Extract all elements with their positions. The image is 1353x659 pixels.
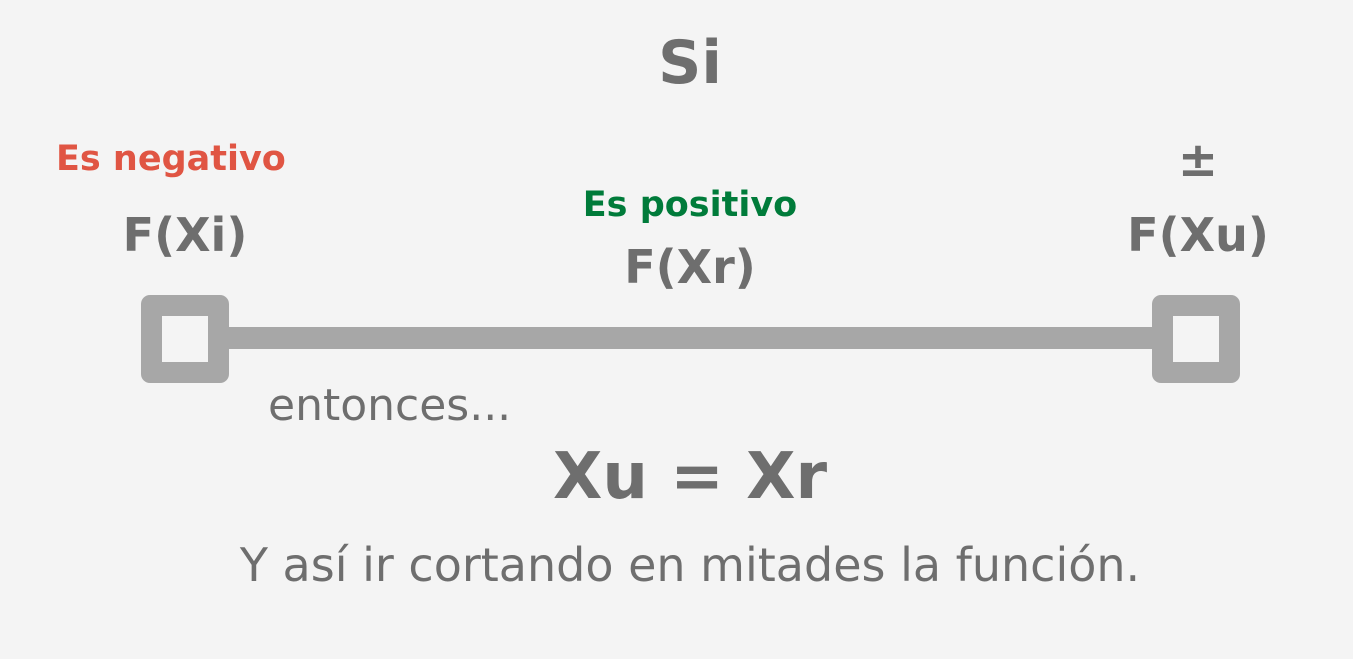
- negative-label: Es negativo: [56, 139, 286, 179]
- right-endpoint-square-icon: [1152, 295, 1240, 383]
- positive-label: Es positivo: [582, 185, 798, 225]
- conclusion-text: Y así ir cortando en mitades la función.: [239, 538, 1141, 592]
- plus-minus-sign: ±: [1177, 132, 1219, 188]
- fxr-label: F(Xr): [624, 240, 756, 294]
- left-endpoint-square-icon: [141, 295, 229, 383]
- title: Si: [658, 28, 722, 98]
- then-text: entonces...: [268, 380, 512, 431]
- formula: Xu = Xr: [553, 440, 827, 514]
- fxu-label: F(Xu): [1127, 208, 1269, 262]
- fxi-label: F(Xi): [122, 208, 248, 262]
- interval-line: [220, 327, 1160, 349]
